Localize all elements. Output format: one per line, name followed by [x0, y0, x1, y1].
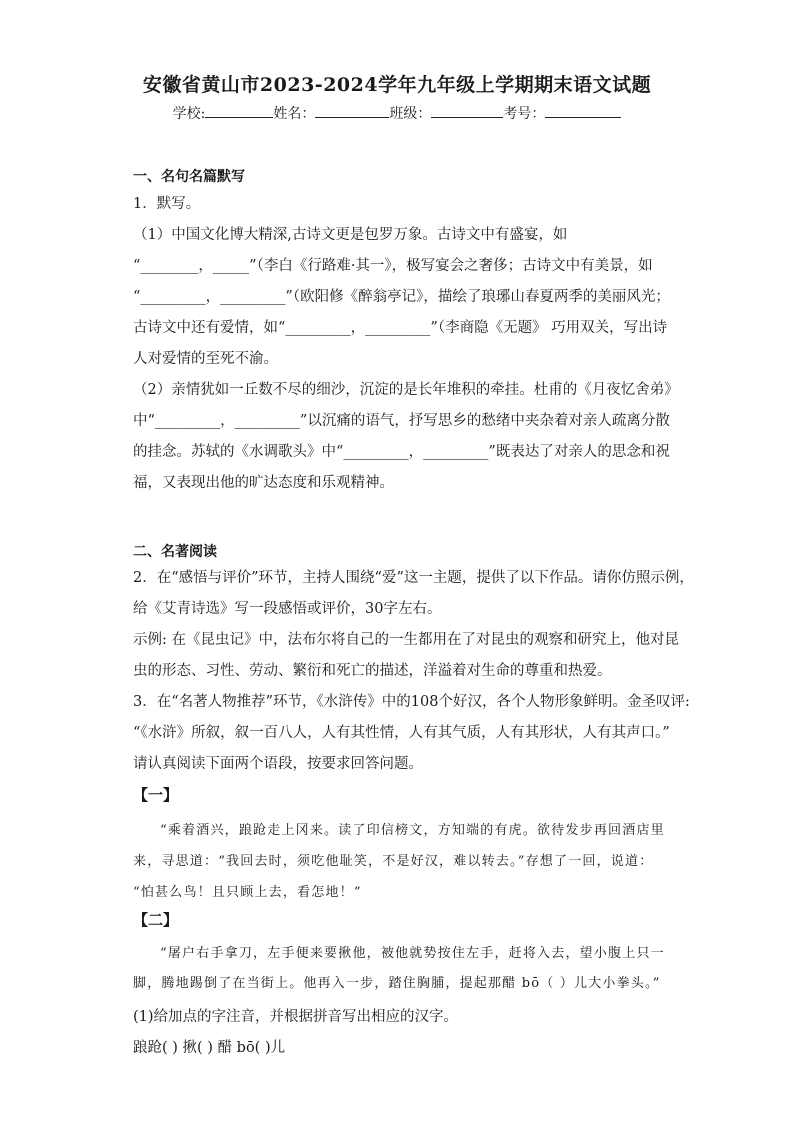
student-info-row — [0, 103, 794, 123]
section-heading-2: 二、名著阅读 — [133, 544, 217, 560]
passage-2-line: “屠户右手拿刀，左手便来要揪他，被他就势按住左手，赶将入去，望小腹上只一 — [160, 946, 665, 961]
text-line: “《水浒》所叙，叙一百八人，人有其性情，人有其气质，人有其形状，人有其声口。” — [133, 725, 670, 741]
passage-2-marker: 【二】 — [133, 911, 179, 929]
answer-line[interactable]: 踉跄( ) 揪( ) 醋 bō( )儿 — [133, 1040, 286, 1056]
passage-2-line: 脚，腾地踢倒了在当街上。他再入一步，踏住胸脯，提起那醋 bō（ ）儿大小拳头。” — [133, 976, 661, 991]
text-line: 福，又表现出他的旷达态度和乐观精神。 — [133, 475, 394, 491]
name-label: 姓名： — [273, 106, 316, 122]
text-line: “_________，_________”（欧阳修《醉翁亭记》，描绘了琅琊山春夏两季的美丽风光； — [133, 289, 670, 305]
exam-no-blank[interactable] — [545, 103, 621, 118]
text-line: 请认真阅读下面两个语段，按要求回答问题。 — [133, 756, 423, 772]
section-heading-1: 一、名句名篇默写 — [133, 169, 245, 185]
question-1-part-1: （1）中国文化博大精深,古诗文更是包罗万象。古诗文中有盛宴，如 — [133, 227, 568, 243]
question-2: 2．在“感悟与评价”环节，主持人围绕“爱”这一主题，提供了以下作品。请你仿照示例， — [133, 570, 694, 586]
school-label: 学校: — [172, 106, 206, 122]
text-line: 古诗文中还有爱情，如“_________，_________”（李商隐《无题》 巧用双关，写出诗 — [133, 320, 668, 336]
passage-1-marker: 【一】 — [133, 786, 179, 804]
text-line: 给《艾青诗选》写一段感悟或评价，30字左右。 — [133, 601, 442, 617]
question-3: 3．在“名著人物推荐”环节，《水浒传》中的108个好汉，各个人物形象鲜明。金圣叹评: — [133, 694, 690, 710]
text-line: “________，_____”（李白《行路难·其一》，极写宴会之奢侈；古诗文中有美景，如 — [133, 258, 653, 274]
school-blank[interactable] — [205, 103, 273, 118]
class-label: 班级： — [389, 106, 432, 122]
passage-1-line: “怕甚么鸟！且只顾上去，看怎地！” — [133, 885, 362, 900]
text-line: 中“_________，_________”以沉痛的语气，抒写思乡的愁绪中夹杂着对亲人疏离分散 — [133, 413, 670, 429]
text-line: 人对爱情的至死不渝。 — [133, 351, 278, 367]
name-blank[interactable] — [315, 103, 389, 118]
text-line: 虫的形态、习性、劳动、繁衍和死亡的描述，洋溢着对生命的尊重和热爱。 — [133, 663, 612, 679]
passage-1-line: 来，寻思道：“我回去时，须吃他耻笑，不是好汉，难以转去。”存想了一回，说道： — [133, 854, 654, 869]
question-1: 1．默写。 — [133, 196, 201, 212]
passage-1-line: “乘着酒兴，踉跄走上冈来。读了印信榜文，方知端的有虎。欲待发步再回酒店里 — [160, 823, 665, 838]
question-1-part-2: （2）亲情犹如一丘数不尽的细沙，沉淀的是长年堆积的牵挂。杜甫的《月夜忆舍弟》 — [133, 382, 679, 398]
sub-question-1: (1)给加点的字注音，并根据拼音写出相应的汉字。 — [133, 1009, 459, 1025]
exam-no-label: 考号： — [503, 106, 546, 122]
text-line: 的挂念。苏轼的《水调歌头》中“_________，_________”既表达了对亲人的思念和祝 — [133, 444, 670, 460]
page-title: 安徽省黄山市2023-2024学年九年级上学期期末语文试题 — [142, 74, 652, 96]
example-text: 示例: 在《昆虫记》中，法布尔将自己的一生都用在了对昆虫的观察和研究上，他对昆 — [133, 632, 679, 648]
class-blank[interactable] — [431, 103, 503, 118]
